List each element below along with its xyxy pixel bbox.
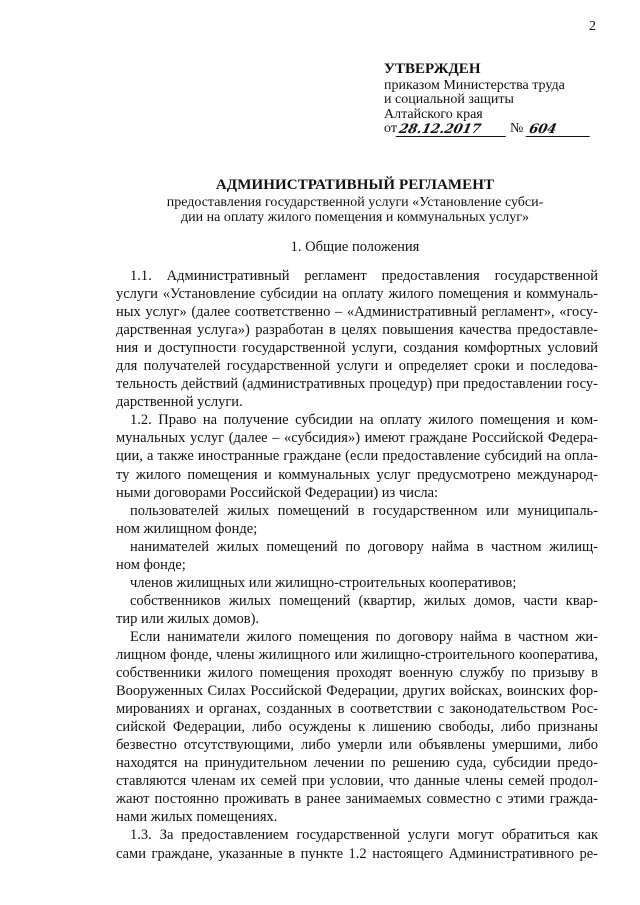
body-line: Вооруженных Силах Российской Федерации, других войсках, воинских фор- — [116, 683, 598, 700]
body-line: 1.1. Административный регламент предоставления государственной — [130, 268, 598, 284]
document-subtitle-line-2: дии на оплату жилого помещения и коммунальных услуг» — [181, 209, 529, 225]
body-line: пользователей жилых помещений в государственном или муниципаль- — [130, 502, 598, 519]
document-title-block — [120, 177, 590, 225]
handwritten-number: 604 — [526, 124, 593, 137]
body-line: безвестно отсутствующими, либо умерли или объявлены умершими, либо — [116, 737, 598, 754]
body-line: нанимателей жилых помещений по договору найма в частном жилищ- — [130, 538, 598, 555]
body-line: мунальных услуг (далее – «субсидия») имеют граждане Российской Федера- — [116, 430, 598, 447]
approval-date-line — [384, 122, 591, 137]
body-line: ном жилищном фонде; — [116, 520, 258, 537]
body-line: 1.2. Право на получение субсидии на оплату жилого помещения и ком- — [130, 412, 598, 429]
approval-line-3: Алтайского края — [384, 106, 483, 122]
body-line: собственники жилого помещения проходят военную службу по призыву в — [116, 665, 598, 682]
body-line: дарственная услуга») разработан в целях повышения качества предоставле- — [116, 322, 598, 339]
body-line: сами граждане, указанные в пункте 1.2 настоящего Административного ре- — [116, 845, 598, 862]
approval-line-1: приказом Министерства труда — [384, 77, 565, 93]
page-number: 2 — [589, 19, 596, 34]
body-line: для получателей государственной услуги и определяет сроки и последова- — [116, 358, 598, 375]
body-line: собственников жилых помещений (квартир, жилых домов, части квар- — [130, 592, 598, 609]
approval-stamp-block — [384, 62, 591, 137]
body-line: нами жилых помещениях. — [116, 809, 278, 826]
body-line: ту жилого помещения и коммунальных услуг предусмотрено международ- — [116, 466, 598, 483]
body-line: ния и доступности государственной услуги, создания комфортных условий — [116, 340, 598, 357]
body-line: ном фонде; — [116, 556, 186, 573]
body-line: мированиях и органах, созданных в соответствии с законодательством Рос- — [116, 701, 598, 718]
body-line: членов жилищных или жилищно-строительных кооперативов; — [130, 574, 517, 591]
approval-line-2: и социальной защиты — [384, 92, 514, 107]
body-line: ных услуг» (далее соответственно – «Административный регламент», «госу- — [116, 304, 598, 321]
body-line: жают постоянно проживать в ранее занимаемых совместно с этими гражда- — [116, 791, 598, 808]
body-line: ставляются членам их семей при условии, что данные члены семей продол- — [116, 773, 598, 790]
document-title: АДМИНИСТРАТИВНЫЙ РЕГЛАМЕНТ — [215, 177, 495, 193]
body-line: услуги «Установление субсидии на оплату жилого помещения и коммуналь- — [116, 286, 598, 303]
body-line: ции, а также иностранные граждане (если предоставление субсидий на опла- — [116, 448, 598, 465]
body-line: лищном фонде, члены жилищного или жилищно-строительного кооператива, — [116, 646, 598, 663]
handwritten-date: 28.12.2017 — [396, 124, 509, 137]
section-heading: 1. Общие положения — [290, 239, 420, 255]
body-line: находятся на принудительном лечении по решению суда, субсидии предо- — [116, 755, 598, 772]
number-prefix: № — [509, 121, 524, 136]
body-line: ными договорами Российской Федерации) из числа: — [116, 484, 439, 501]
date-prefix: от — [384, 121, 397, 136]
approval-heading: УТВЕРЖДЕН — [384, 61, 481, 77]
body-line: тир или жилых домов). — [116, 610, 260, 627]
body-line: 1.3. За предоставлением государственной услуги могут обратиться как — [130, 827, 598, 844]
document-subtitle-line-1: предоставления государственной услуги «Установление субси- — [166, 195, 544, 210]
body-line: Если наниматели жилого помещения по договору найма в частном жи- — [130, 628, 598, 645]
body-line: дарственной услуги. — [116, 394, 243, 411]
body-line: тельность действий (административных процедур) при предоставлении госу- — [116, 376, 598, 393]
body-text — [116, 267, 598, 863]
body-line: сийской Федерации, либо осуждены к лишению свободы, либо признаны — [116, 719, 598, 736]
